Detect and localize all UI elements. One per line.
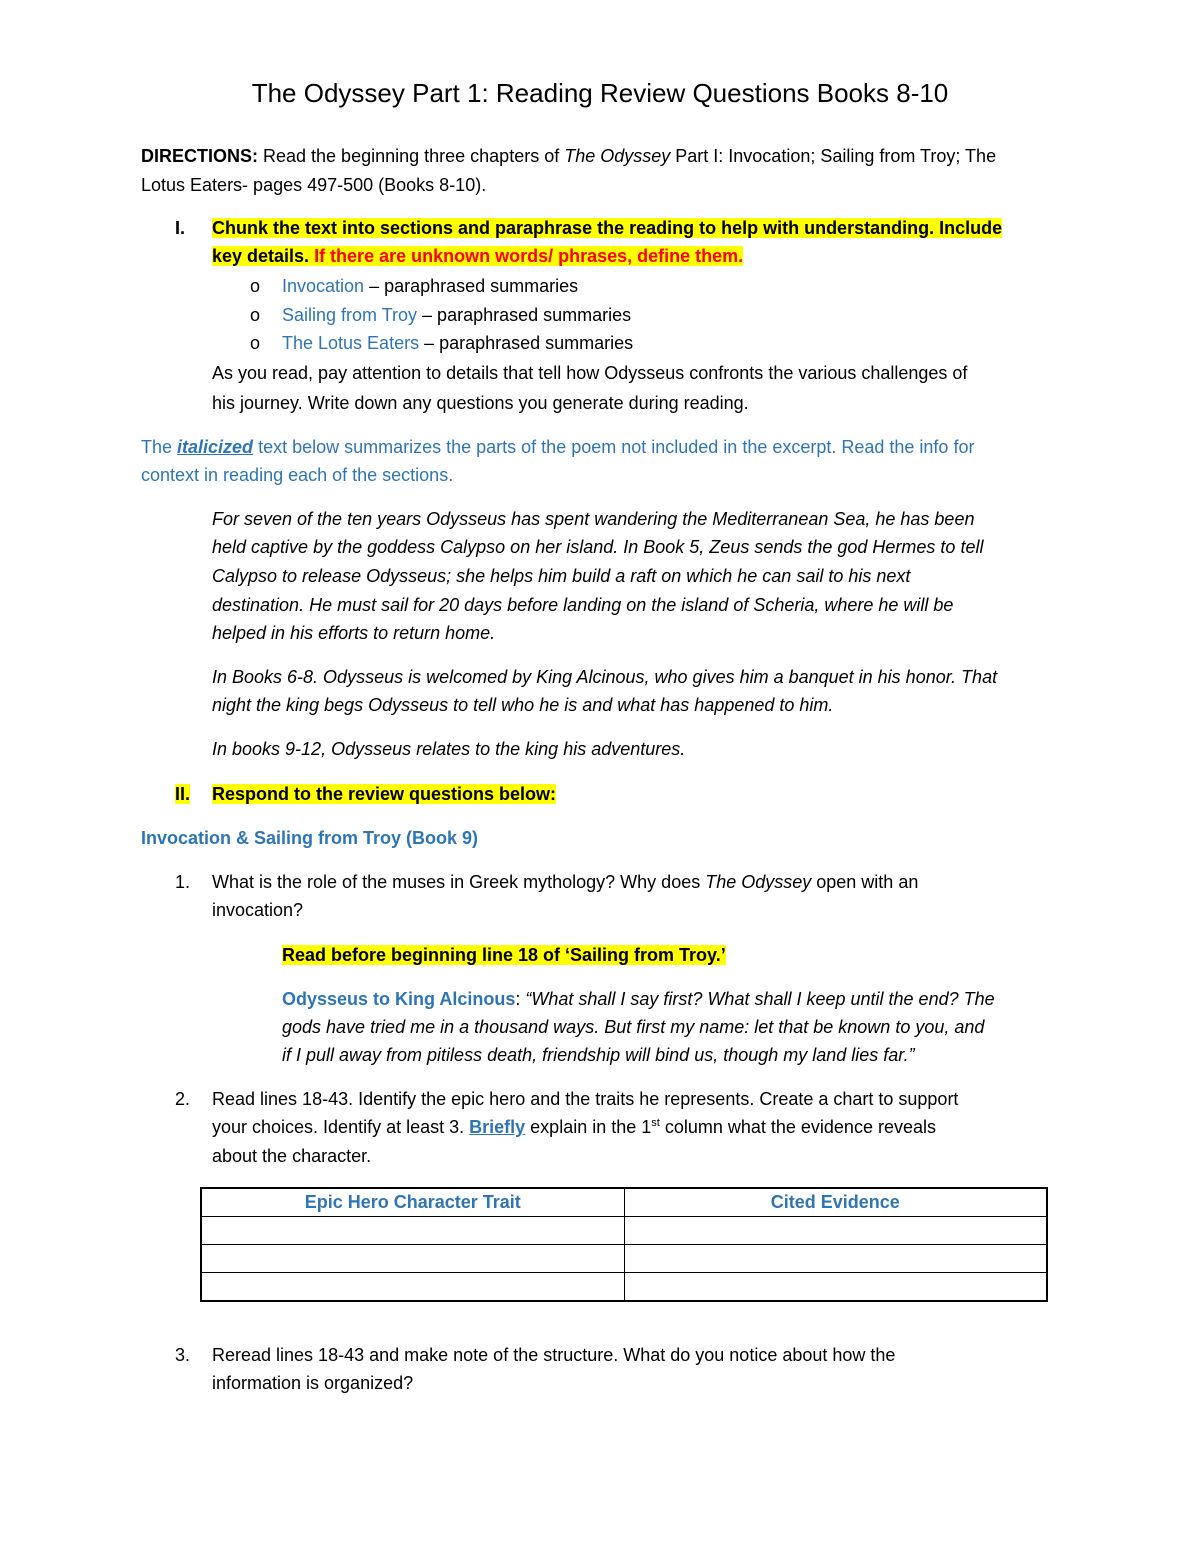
list-item: Sailing from Troy – paraphrased summaries [282,305,632,325]
directions-label: DIRECTIONS: [141,146,258,166]
summary-line: For seven of the ten years Odysseus has spent wandering the Mediterranean Sea, he has been [212,509,975,529]
page-title: The Odyssey Part 1: Reading Review Questions Books 8-10 [251,78,949,108]
chart-header-trait: Epic Hero Character Trait [201,1188,624,1217]
chart-header-row [201,1188,1047,1217]
bullet-marker: o [250,305,261,325]
epic-hero-chart [200,1187,1048,1302]
directions-line-1: DIRECTIONS: Read the beginning three chapters of The Odyssey Part I: Invocation; Sailing from Troy; The [141,146,997,166]
reading-note-line-1: As you read, pay attention to details that tell how Odysseus confronts the various challenges of [212,363,968,383]
table-row [201,1273,1047,1302]
quote-line-3: if I pull away from pitiless death, friendship will bind us, though my land lies far.” [282,1045,915,1065]
question-2-line-3: about the character. [212,1146,372,1166]
chart-cell[interactable] [201,1273,624,1302]
section-2-heading: Respond to the review questions below: [212,784,557,804]
section-1-heading-line-2: key details. If there are unknown words/ phrases, define them. [212,246,744,266]
chart-header-evidence: Cited Evidence [624,1188,1047,1217]
summary-line: helped in his efforts to return home. [212,623,496,643]
section-1-numeral: I. [175,218,186,238]
subheading-invocation: Invocation & Sailing from Troy (Book 9) [141,828,479,848]
chart-cell[interactable] [624,1273,1047,1302]
list-item: The Lotus Eaters – paraphrased summaries [282,333,634,353]
bullet-marker: o [250,333,261,353]
italicized-emphasis: italicized [177,437,254,457]
question-3-number: 3. [175,1345,191,1365]
chart-cell[interactable] [201,1217,624,1245]
context-line-2: context in reading each of the sections. [141,465,454,485]
question-2-number: 2. [175,1089,191,1109]
question-2-line-2: your choices. Identify at least 3. Briefly explain in the 1st column what the evidence reveals [212,1117,936,1137]
summary-line: In Books 6-8. Odysseus is welcomed by King Alcinous, who gives him a banquet in his honor. That [212,667,998,687]
section-1-heading-line-1: Chunk the text into sections and paraphrase the reading to help with understanding. Include [212,218,1003,238]
chart-cell[interactable] [201,1245,624,1273]
briefly-link[interactable]: Briefly [469,1117,526,1137]
question-3-line-1: Reread lines 18-43 and make note of the structure. What do you notice about how the [212,1345,896,1365]
directions-line-2: Lotus Eaters- pages 497-500 (Books 8-10). [141,175,487,195]
chart-cell[interactable] [624,1217,1047,1245]
question-1-line-1: What is the role of the muses in Greek mythology? Why does The Odyssey open with an [212,872,919,892]
read-before-note: Read before beginning line 18 of ‘Sailing from Troy.’ [282,945,726,965]
summary-line: In books 9-12, Odysseus relates to the king his adventures. [212,739,686,759]
summary-line: destination. He must sail for 20 days before landing on the island of Scheria, where he will be [212,595,954,615]
define-words-warning: If there are unknown words/ phrases, define them. [309,246,744,266]
section-2-numeral: II. [175,784,191,804]
summary-line: night the king begs Odysseus to tell who he is and what has happened to him. [212,695,834,715]
quote-line-2: gods have tried me in a thousand ways. But first my name: let that be known to you, and [282,1017,985,1037]
bullet-marker: o [250,276,261,296]
quote-line-1: Odysseus to King Alcinous: “What shall I say first? What shall I keep until the end? The [282,989,995,1009]
question-1-line-2: invocation? [212,900,304,920]
quote-speaker: Odysseus to King Alcinous [282,989,516,1009]
question-3-line-2: information is organized? [212,1373,414,1393]
table-row [201,1217,1047,1245]
summary-line: held captive by the goddess Calypso on her island. In Book 5, Zeus sends the god Hermes to tell [212,537,984,557]
book-title: The Odyssey [564,146,671,166]
question-2-line-1: Read lines 18-43. Identify the epic hero and the traits he represents. Create a chart to support [212,1089,959,1109]
table-row [201,1245,1047,1273]
context-line-1: The italicized text below summarizes the parts of the poem not included in the excerpt. Read the info for [141,437,975,457]
reading-note-line-2: his journey. Write down any questions you generate during reading. [212,393,749,413]
chart-cell[interactable] [624,1245,1047,1273]
summary-line: Calypso to release Odysseus; she helps him build a raft on which he can sail to his next [212,566,911,586]
list-item: Invocation – paraphrased summaries [282,276,579,296]
question-1-number: 1. [175,872,191,892]
